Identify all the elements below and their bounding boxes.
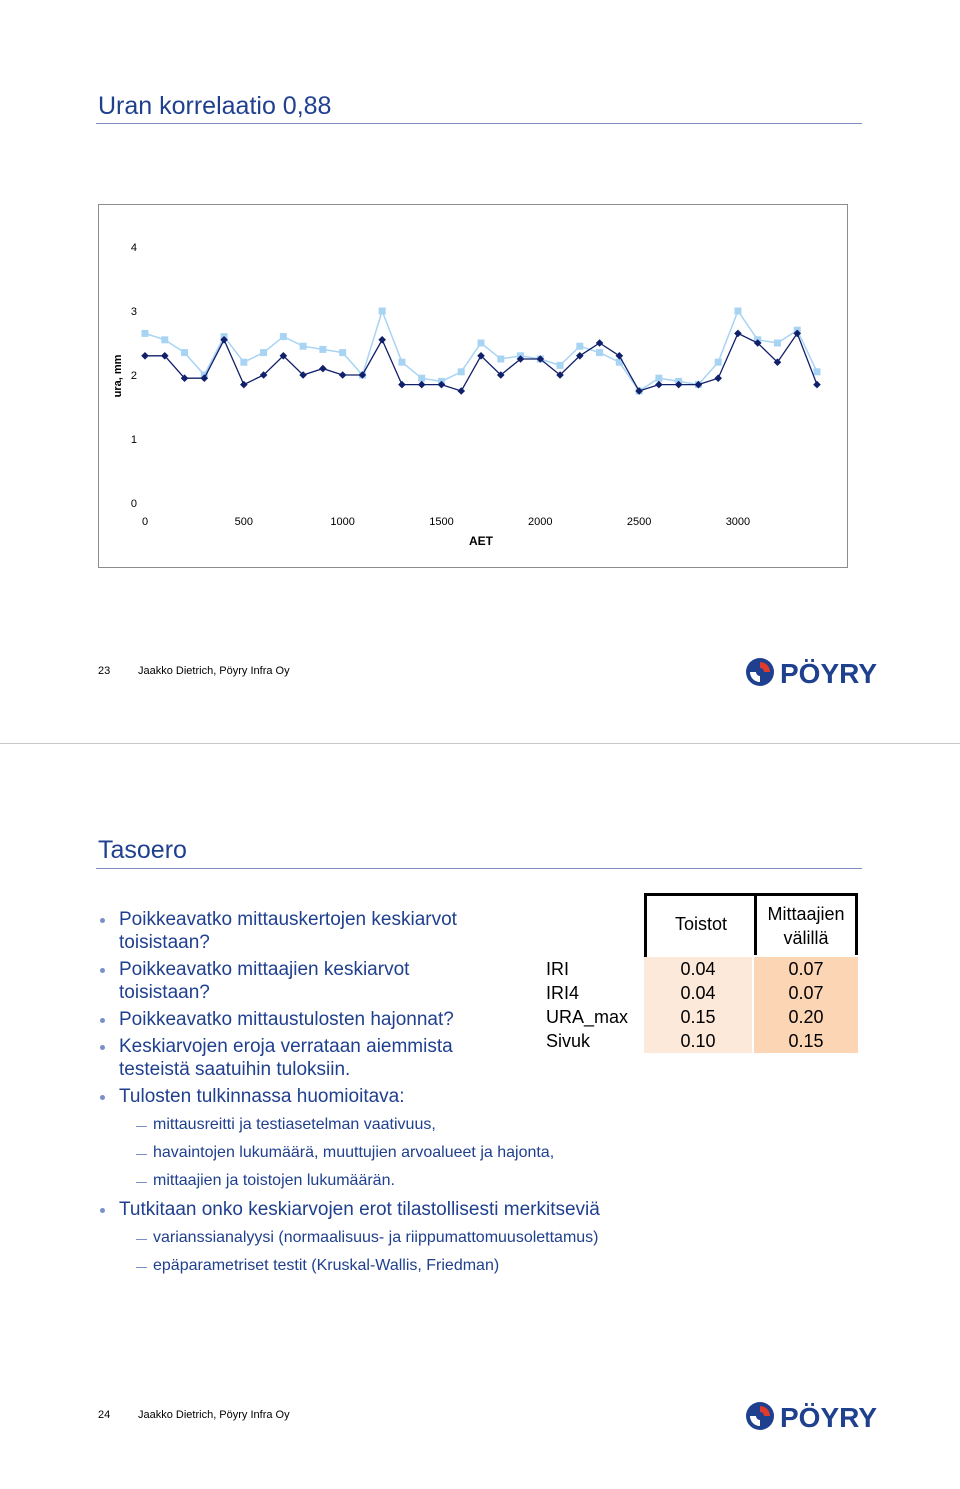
slide-title: Tasoero: [98, 836, 187, 864]
y-tick-label: 3: [130, 306, 137, 318]
footer-author: Jaakko Dietrich, Pöyry Infra Oy: [138, 1409, 290, 1421]
cell-toistot: 0.10: [644, 1029, 752, 1053]
x-tick-label: 0: [141, 516, 149, 528]
header-mittaajien: Mittaajien välillä: [754, 893, 858, 955]
bullet-dash: [136, 1154, 147, 1155]
sub-bullet-item: varianssianalyysi (normaalisuus- ja riippumattomuusolettamus): [100, 1227, 700, 1249]
bullet-dot: [100, 1018, 105, 1023]
y-tick-label: 1: [130, 434, 137, 446]
sub-bullet-item: mittaajien ja toistojen lukumäärän.: [100, 1170, 700, 1192]
y-tick-label: 2: [130, 370, 137, 382]
series-point: [813, 381, 821, 389]
bullet-dash: [136, 1267, 147, 1268]
row-label: IRI: [546, 959, 570, 979]
series-point: [378, 336, 386, 344]
header-toistot: Toistot: [644, 893, 755, 958]
logo-wordmark: PÖYRY: [780, 1402, 877, 1432]
footer-author: Jaakko Dietrich, Pöyry Infra Oy: [138, 665, 290, 677]
bullet-dash: [136, 1182, 147, 1183]
series-point: [734, 330, 742, 338]
series-point: [260, 349, 267, 356]
series-point: [398, 381, 406, 389]
chart-frame: [98, 204, 848, 568]
x-tick-label: 500: [234, 516, 254, 528]
series-point: [774, 340, 781, 347]
series-point: [734, 308, 741, 315]
series-point: [714, 374, 722, 382]
series-point: [161, 336, 168, 343]
title-rule: [96, 123, 862, 124]
bullet-dot: [100, 1208, 105, 1213]
cell-mittaajien: 0.15: [754, 1029, 858, 1053]
series-point: [339, 349, 346, 356]
poyry-logo: [744, 656, 904, 688]
series-point: [655, 375, 662, 382]
series-point: [300, 343, 307, 350]
cell-mittaajien: 0.20: [754, 1005, 858, 1029]
bullet-dot: [100, 918, 105, 923]
sub-bullet-item: mittausreitti ja testiasetelman vaativuus,: [100, 1114, 700, 1136]
bullet-dash: [136, 1239, 147, 1240]
title-rule: [96, 868, 862, 869]
series-point: [142, 330, 149, 337]
series-point: [181, 349, 188, 356]
x-axis-label: AET: [469, 534, 493, 548]
series-point: [596, 339, 604, 347]
series-point: [240, 359, 247, 366]
series-point: [339, 371, 347, 379]
slide-separator: [0, 743, 960, 744]
row-label: Sivuk: [546, 1031, 591, 1051]
series-point: [655, 381, 663, 389]
series-point: [458, 368, 465, 375]
series-point: [240, 381, 248, 389]
bullet-item: Tutkitaan onko keskiarvojen erot tilastollisesti merkitseviä: [100, 1198, 700, 1221]
y-axis-label: ura, mm: [112, 354, 124, 398]
sub-bullet-item: havaintojen lukumäärä, muuttujien arvoalueet ja hajonta,: [100, 1142, 700, 1164]
cell-mittaajien: 0.07: [754, 957, 858, 981]
bullet-item: Keskiarvojen eroja verrataan aiemmista testeistä saatuihin tuloksiin.: [100, 1035, 509, 1081]
y-tick-label: 4: [130, 242, 137, 254]
series-point: [319, 346, 326, 353]
y-tick-label: 0: [130, 498, 137, 510]
series-point: [418, 381, 426, 389]
series-point: [814, 368, 821, 375]
bullet-dot: [100, 968, 105, 973]
series-point: [715, 359, 722, 366]
x-tick-label: 3000: [725, 516, 751, 528]
bullet-item: Poikkeavatko mittaustulosten hajonnat?: [100, 1008, 700, 1031]
bullet-item: Poikkeavatko mittaajien keskiarvot toisistaan?: [100, 958, 499, 1004]
slide-title: Uran korrelaatio 0,88: [98, 92, 332, 120]
bullet-item: Poikkeavatko mittauskertojen keskiarvot toisistaan?: [100, 908, 529, 954]
x-tick-label: 1000: [330, 516, 355, 528]
series-point: [576, 343, 583, 350]
series-point: [478, 340, 485, 347]
series-point: [616, 352, 624, 360]
cell-toistot: 0.04: [644, 981, 752, 1005]
bullet-dash: [136, 1126, 147, 1127]
series-point: [457, 387, 465, 395]
bullet-dot: [100, 1095, 105, 1100]
series-point: [596, 349, 603, 356]
cell-toistot: 0.04: [644, 957, 752, 981]
series-point: [418, 375, 425, 382]
row-label: IRI4: [546, 983, 580, 1003]
slide-24: [0, 745, 960, 1489]
x-tick-label: 2500: [626, 516, 652, 528]
rut-correlation-chart: [99, 205, 847, 567]
bullet-item: Tulosten tulkinnassa huomioitava:: [100, 1085, 700, 1108]
series-point: [497, 356, 504, 363]
series-point: [319, 365, 327, 373]
series-point: [557, 362, 564, 369]
cell-toistot: 0.15: [644, 1005, 752, 1029]
row-label: URA_max: [546, 1007, 629, 1027]
page-number: 23: [98, 665, 111, 677]
x-tick-label: 2000: [528, 516, 553, 528]
cell-mittaajien: 0.07: [754, 981, 858, 1005]
series-point: [280, 333, 287, 340]
series-point: [398, 359, 405, 366]
logo-wordmark: PÖYRY: [780, 658, 877, 688]
series-point: [379, 308, 386, 315]
x-tick-label: 1500: [429, 516, 454, 528]
sub-bullet-item: epäparametriset testit (Kruskal-Wallis, Friedman): [100, 1255, 700, 1277]
bullet-dot: [100, 1045, 105, 1050]
series-point: [141, 352, 149, 360]
poyry-logo: [744, 1400, 904, 1432]
slide-23: [0, 0, 960, 744]
page-number: 24: [98, 1409, 111, 1421]
